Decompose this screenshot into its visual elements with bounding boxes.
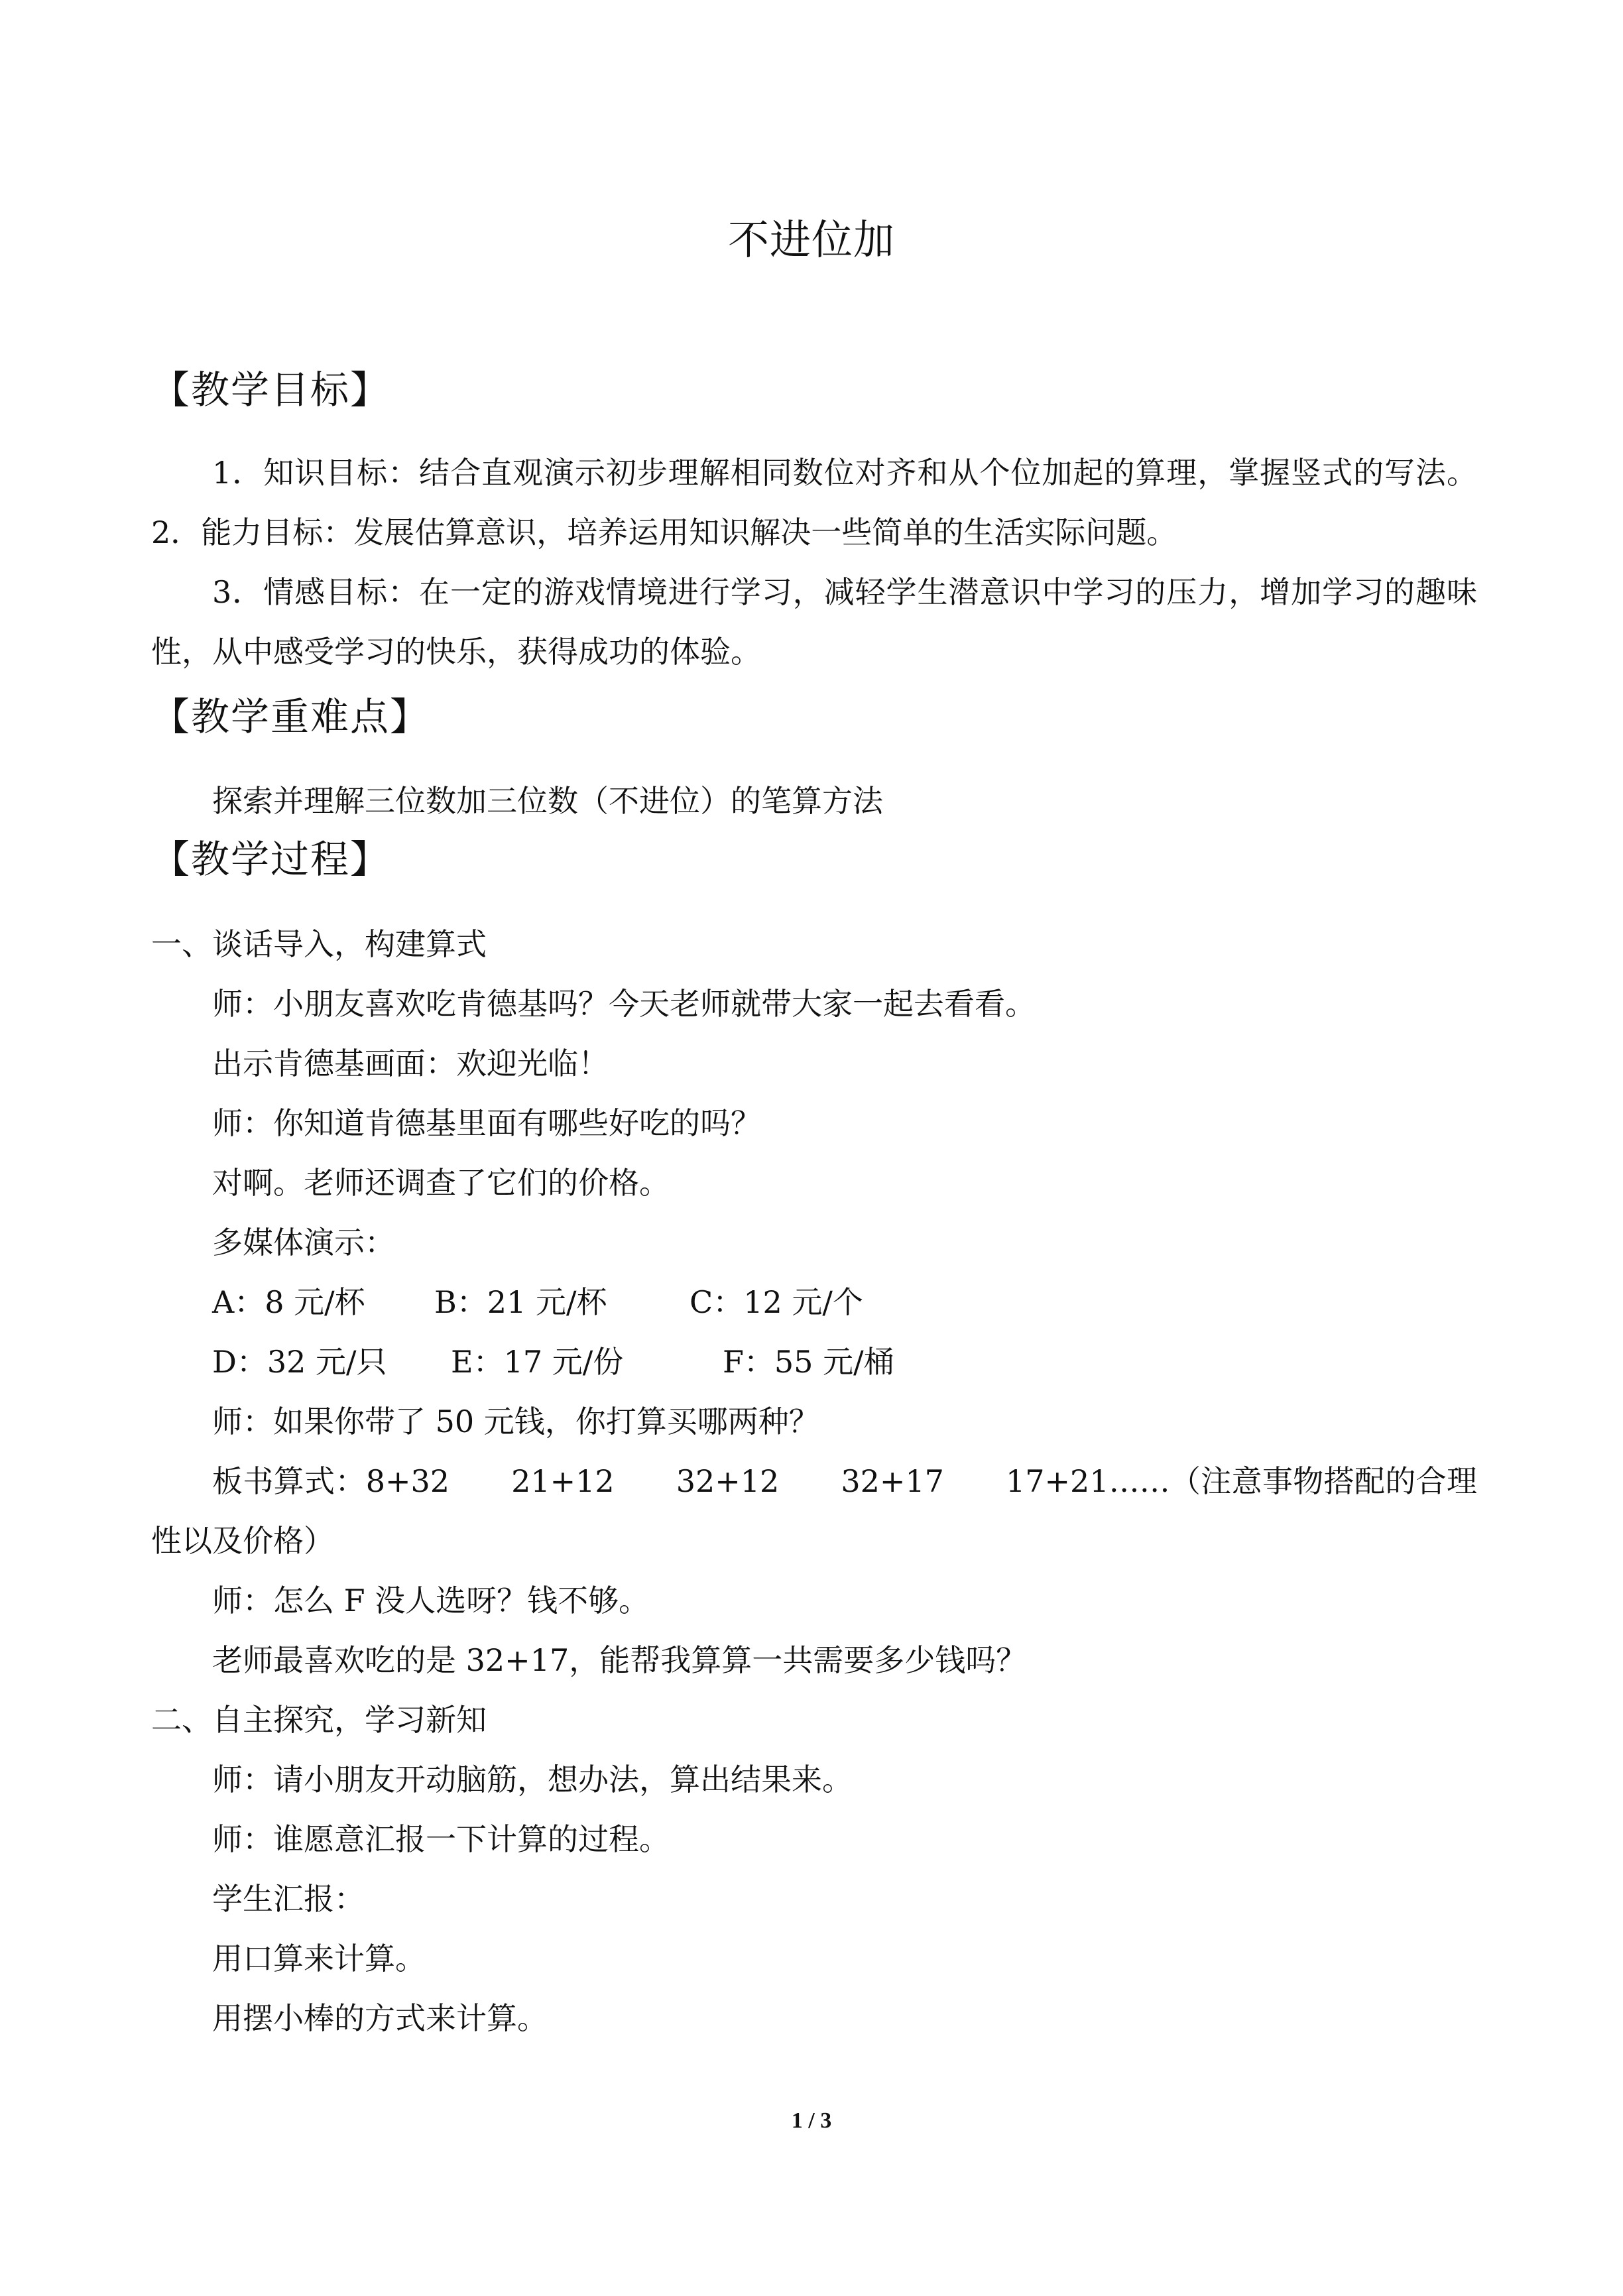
- objectives-paragraph-2: 3．情感目标：在一定的游戏情境进行学习，减轻学生潜意识中学习的压力，增加学习的趣味性，从中感受学习的快乐，获得成功的体验。: [151, 574, 1477, 670]
- process-line: 出示肯德基画面：欢迎光临！: [212, 1046, 609, 1081]
- process-line: 师：如果你带了 50 元钱，你打算买哪两种？: [212, 1404, 819, 1439]
- document-title: 不进位加: [727, 215, 895, 264]
- process-line: 师：你知道肯德基里面有哪些好吃的吗？: [212, 1105, 761, 1141]
- key-points-heading: 【教学重难点】: [151, 694, 430, 739]
- process-line: 用口算来计算。: [212, 1941, 426, 1976]
- process-line: 多媒体演示：: [212, 1225, 395, 1260]
- process-line: 对啊。老师还调查了它们的价格。: [212, 1165, 670, 1201]
- process-line: 师：怎么 F 没人选呀？钱不够。: [212, 1583, 650, 1618]
- part2-title: 二、自主探究，学习新知: [151, 1702, 487, 1738]
- key-points-text: 探索并理解三位数加三位数（不进位）的笔算方法: [212, 783, 883, 819]
- price-item: C：12 元/个: [690, 1284, 863, 1320]
- process-line: 师：小朋友喜欢吃肯德基吗？今天老师就带大家一起去看看。: [212, 986, 1036, 1022]
- process-line: 学生汇报：: [212, 1881, 365, 1917]
- price-item: A：8 元/杯: [212, 1284, 365, 1320]
- price-item: D：32 元/只: [212, 1344, 387, 1380]
- process-line: 师：请小朋友开动脑筋，想办法，算出结果来。: [212, 1762, 853, 1797]
- objectives-heading: 【教学目标】: [151, 367, 391, 412]
- process-line: 用摆小棒的方式来计算。: [212, 2000, 548, 2036]
- part1-title: 一、谈话导入，构建算式: [151, 926, 487, 962]
- process-heading: 【教学过程】: [151, 837, 391, 882]
- process-line: 老师最喜欢吃的是 32+17，能帮我算算一共需要多少钱吗？: [212, 1642, 1027, 1678]
- page-number: 1 / 3: [791, 2108, 832, 2133]
- price-item: F：55 元/桶: [723, 1344, 894, 1380]
- board-formulas: 板书算式：8+32 21+12 32+12 32+17 17+21……（注意事物搭配的合理性以及价格）: [151, 1463, 1477, 1559]
- process-line: 师：谁愿意汇报一下计算的过程。: [212, 1821, 670, 1857]
- price-item: B：21 元/杯: [434, 1284, 607, 1320]
- objectives-paragraph-1: 1．知识目标：结合直观演示初步理解相同数位对齐和从个位加起的算理，掌握竖式的写法。2．能力目标：发展估算意识，培养运用知识解决一些简单的生活实际问题。: [151, 455, 1477, 550]
- price-item: E：17 元/份: [451, 1344, 624, 1380]
